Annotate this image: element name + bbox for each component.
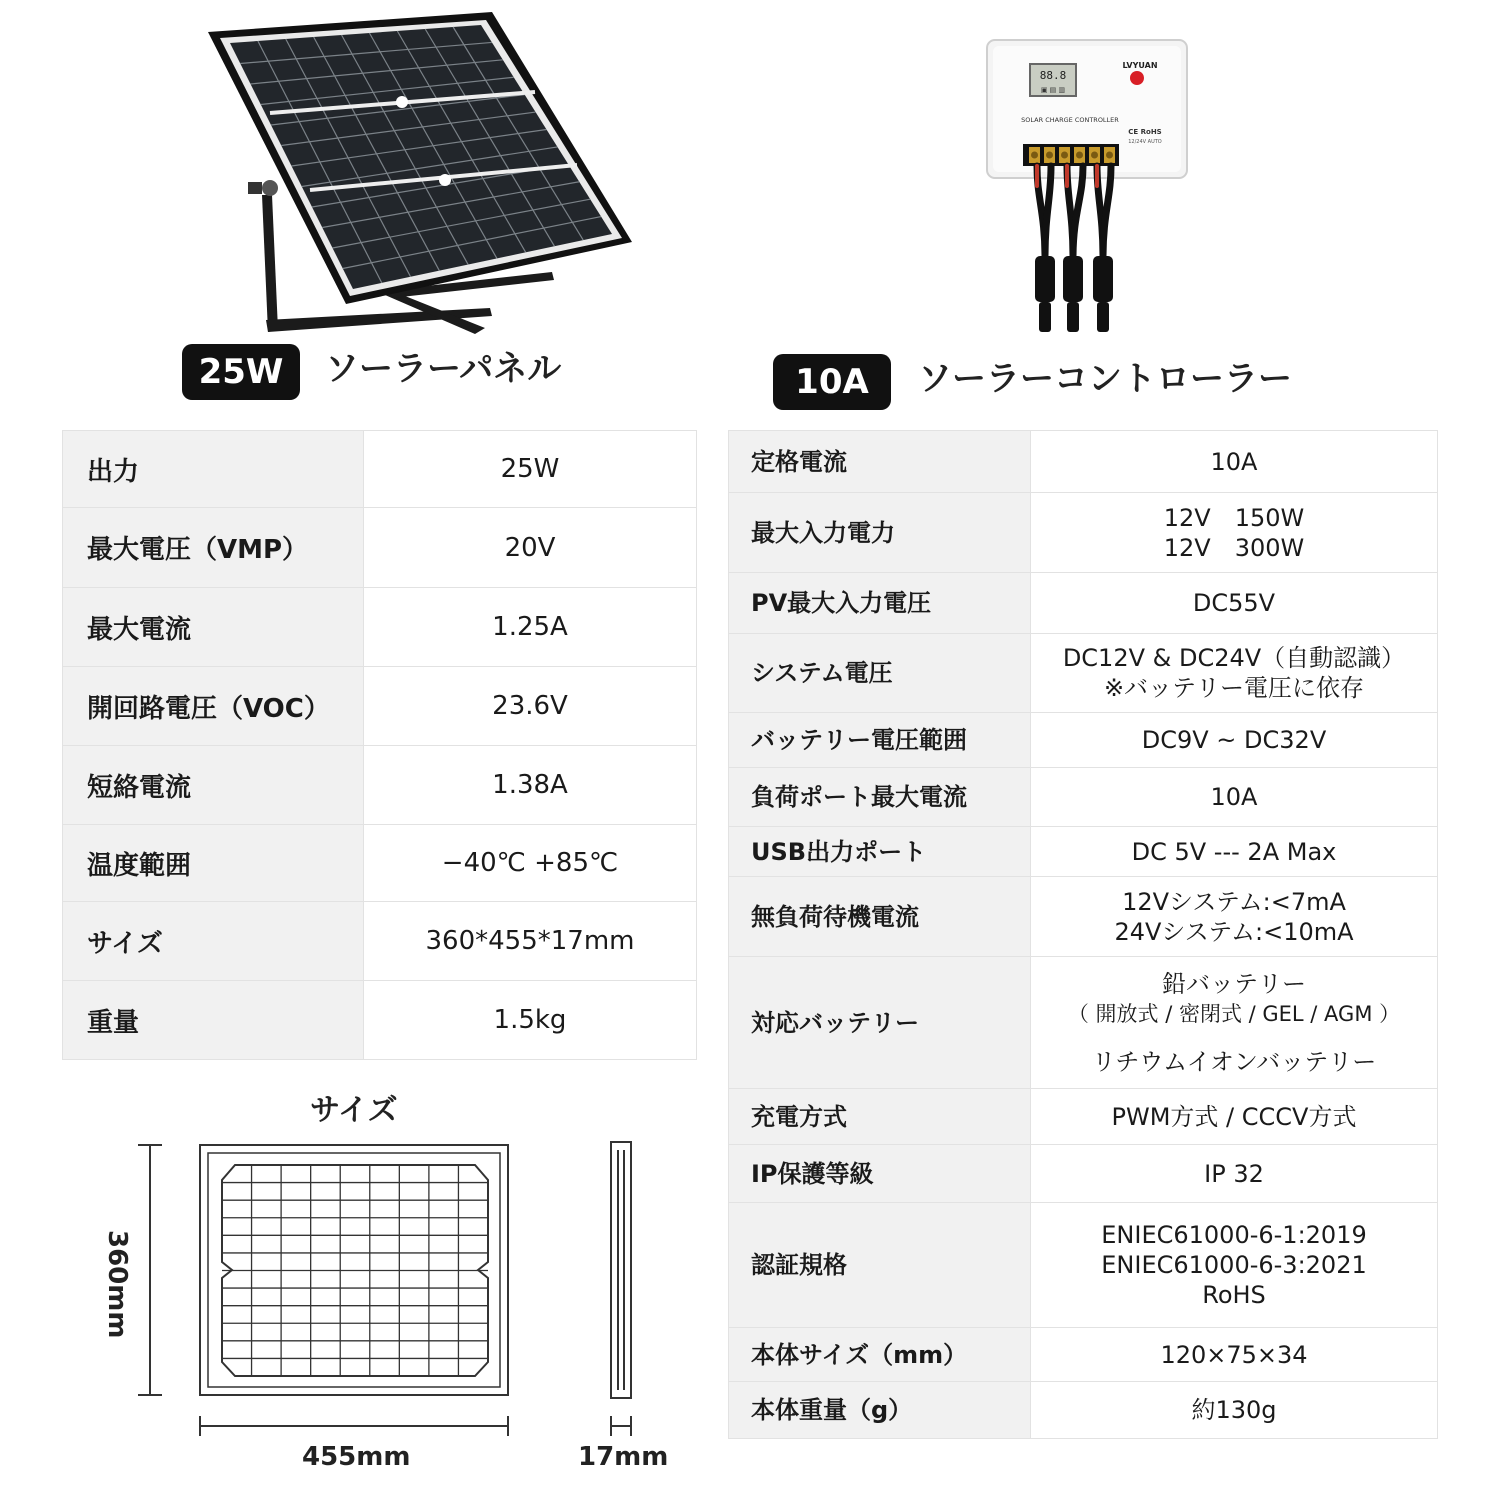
spec-value-line: DC12V & DC24V（自動認識）	[1062, 644, 1406, 672]
panel-spec-row	[63, 746, 697, 825]
controller-spec-row	[729, 1089, 1438, 1145]
spec-value-line: リチウムイオンバッテリー	[1091, 1047, 1377, 1076]
panel-heading: ソーラーパネル	[325, 349, 562, 389]
spec-label: サイズ	[63, 902, 364, 981]
panel-wattage-badge: 25W	[182, 344, 300, 400]
spec-label: 無負荷待機電流	[729, 877, 1031, 957]
controller-spec-row	[729, 1328, 1438, 1382]
spec-label: 重量	[63, 981, 364, 1060]
spec-value	[1031, 827, 1438, 877]
panel-spec-row	[63, 902, 697, 981]
height-dimension-line	[138, 1145, 162, 1395]
controller-spec-row	[729, 768, 1438, 827]
spec-value	[1031, 573, 1438, 634]
spec-label: USB出力ポート	[729, 827, 1031, 877]
spec-label: 充電方式	[729, 1089, 1031, 1145]
spec-value-line: DC 5V --- 2A Max	[1131, 837, 1337, 866]
spec-value-line: DC9V ~ DC32V	[1141, 726, 1327, 754]
solar-panel-image	[200, 10, 650, 340]
spec-value	[1031, 877, 1438, 957]
panel-spec-row	[63, 981, 697, 1060]
spec-value-line: 10A	[1210, 783, 1258, 811]
spec-value: 25W	[364, 431, 697, 508]
sae-connectors	[1035, 256, 1113, 332]
spec-value-line: 10A	[1210, 447, 1258, 476]
spec-value	[1031, 768, 1438, 827]
spec-value-line: RoHS	[1202, 1281, 1266, 1309]
width-dimension-line	[200, 1416, 508, 1436]
controller-spec-row	[729, 493, 1438, 573]
spec-value-line: （ 開放式 / 密閉式 / GEL / AGM ）	[1067, 1001, 1401, 1026]
svg-text:88.8: 88.8	[1039, 69, 1067, 82]
spec-value	[1031, 1203, 1438, 1328]
controller-spec-row	[729, 713, 1438, 768]
charge-controller-image	[985, 38, 1190, 338]
spec-label: 認証規格	[729, 1203, 1031, 1328]
spec-value	[1031, 1382, 1438, 1439]
size-diagram	[90, 1130, 690, 1460]
spec-value	[1031, 1328, 1438, 1382]
spec-value: 1.5kg	[364, 981, 697, 1060]
width-label: 455mm	[302, 1442, 411, 1472]
spec-value-line: PWM方式 / CCCV方式	[1111, 1102, 1357, 1131]
controller-spec-row	[729, 877, 1438, 957]
svg-text:▣ ▤ ▥: ▣ ▤ ▥	[1040, 86, 1066, 94]
spec-value: 1.38A	[364, 746, 697, 825]
spec-value-line: 12V 300W	[1163, 533, 1305, 562]
depth-label: 17mm	[578, 1442, 669, 1472]
spec-label: 負荷ポート最大電流	[729, 768, 1031, 827]
spec-label: 最大入力電力	[729, 493, 1031, 573]
controller-spec-table	[728, 430, 1438, 1439]
depth-dimension-line	[611, 1416, 631, 1436]
panel-spec-row	[63, 825, 697, 902]
controller-spec-row	[729, 827, 1438, 877]
size-diagram-title: サイズ	[310, 1093, 398, 1128]
panel-spec-row	[63, 588, 697, 667]
svg-text:12/24V AUTO: 12/24V AUTO	[1128, 139, 1162, 145]
power-button-red	[1130, 71, 1144, 85]
spec-value: 20V	[364, 508, 697, 588]
spec-label: 最大電圧（VMP）	[63, 508, 364, 588]
spec-value: 23.6V	[364, 667, 697, 746]
spec-value	[1031, 1145, 1438, 1203]
cables	[1037, 166, 1111, 258]
spec-label: システム電圧	[729, 634, 1031, 713]
spec-label: 出力	[63, 431, 364, 508]
spec-value-line: 24Vシステム:<10mA	[1114, 917, 1354, 946]
spec-value: −40℃ +85℃	[364, 825, 697, 902]
controller-spec-row	[729, 957, 1438, 1089]
spec-label: 定格電流	[729, 431, 1031, 493]
brand-logo: LVYUAN	[1122, 61, 1158, 70]
controller-spec-row	[729, 1203, 1438, 1328]
controller-spec-row	[729, 1382, 1438, 1439]
svg-text:CE RoHS: CE RoHS	[1128, 128, 1162, 136]
spec-label: 本体重量（g）	[729, 1382, 1031, 1439]
spec-value-line: ENIEC61000-6-1:2019	[1101, 1221, 1367, 1249]
spec-label: IP保護等級	[729, 1145, 1031, 1203]
panel-spec-table	[62, 430, 697, 1060]
spec-value	[1031, 431, 1438, 493]
controller-heading: ソーラーコントローラー	[918, 359, 1292, 399]
spec-label: 対応バッテリー	[729, 957, 1031, 1089]
panel-side-profile	[611, 1142, 631, 1398]
svg-text:SOLAR CHARGE CONTROLLER: SOLAR CHARGE CONTROLLER	[1021, 116, 1119, 124]
controller-spec-row	[729, 573, 1438, 634]
spec-value-line: DC55V	[1192, 589, 1276, 617]
controller-amp-badge: 10A	[773, 354, 891, 410]
spec-value-line: 12Vシステム:<7mA	[1122, 887, 1346, 916]
spec-value	[1031, 1089, 1438, 1145]
panel-spec-row	[63, 667, 697, 746]
spec-value	[1031, 713, 1438, 768]
height-label: 360mm	[102, 1230, 132, 1339]
spec-label: 最大電流	[63, 588, 364, 667]
spec-value-line: 120×75×34	[1160, 1340, 1308, 1369]
spec-value-line: IP 32	[1204, 1159, 1264, 1188]
spec-value-line: 12V 150W	[1163, 503, 1305, 532]
spec-label: 温度範囲	[63, 825, 364, 902]
spec-value-line: 鉛バッテリー	[1162, 969, 1306, 998]
spec-value-line: ENIEC61000-6-3:2021	[1101, 1251, 1367, 1279]
spec-label: 短絡電流	[63, 746, 364, 825]
spec-value	[1031, 634, 1438, 713]
spec-label: バッテリー電圧範囲	[729, 713, 1031, 768]
panel-spec-row	[63, 508, 697, 588]
controller-spec-row	[729, 431, 1438, 493]
panel-spec-row	[63, 431, 697, 508]
spec-value-line: ※バッテリー電圧に依存	[1103, 674, 1365, 702]
spec-value	[1031, 493, 1438, 573]
spec-value: 360*455*17mm	[364, 902, 697, 981]
spec-label: 本体サイズ（mm）	[729, 1328, 1031, 1382]
spec-value	[1031, 957, 1438, 1089]
spec-value-line: 約130g	[1191, 1396, 1277, 1424]
spec-label: 開回路電圧（VOC）	[63, 667, 364, 746]
spec-label: PV最大入力電圧	[729, 573, 1031, 634]
spec-value: 1.25A	[364, 588, 697, 667]
controller-spec-row	[729, 1145, 1438, 1203]
controller-spec-row	[729, 634, 1438, 713]
